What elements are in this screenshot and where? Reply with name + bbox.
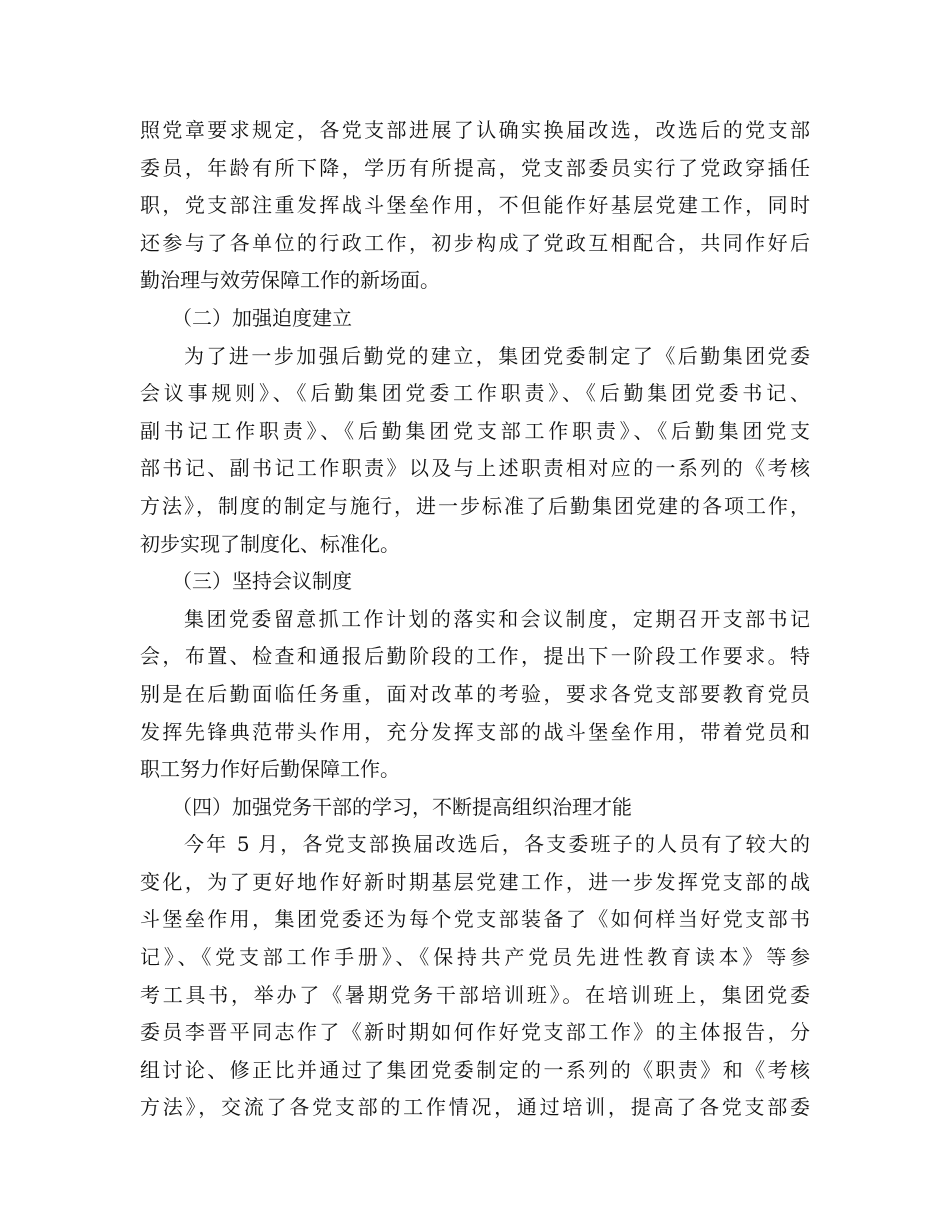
paragraph-line: 会议事规则》、《后勤集团党委工作职责》、《后勤集团党委书记、: [140, 381, 810, 406]
paragraph-line: 职工努力作好后勤保障工作。: [140, 757, 400, 782]
paragraph-line: 记》、《党支部工作手册》、《保持共产党员先进性教育读本》等参: [140, 945, 810, 970]
paragraph-line: 别是在后勤面临任务重，面对改革的考验，要求各党支部要教育党员: [140, 681, 810, 706]
paragraph-line: 职，党支部注重发挥战斗堡垒作用，不但能作好基层党建工作，同时: [140, 193, 810, 218]
paragraph-line: 变化，为了更好地作好新时期基层党建工作，进一步发挥党支部的战: [140, 869, 810, 894]
paragraph-line: 今年 5 月，各党支部换届改选后，各支委班子的人员有了较大的: [184, 832, 810, 857]
paragraph-line: 发挥先锋典范带头作用，充分发挥支部的战斗堡垒作用，带着党员和: [140, 719, 810, 744]
paragraph-line: 初步实现了制度化、标准化。: [140, 531, 400, 556]
paragraph-line: 部书记、副书记工作职责》以及与上述职责相对应的一系列的《考核: [140, 456, 810, 481]
section-heading: （三）坚持会议制度: [172, 569, 352, 594]
paragraph-line: 委员李晋平同志作了《新时期如何作好党支部工作》的主体报告，分: [140, 1020, 810, 1045]
paragraph-line: 勤治理与效劳保障工作的新场面。: [140, 268, 440, 293]
paragraph-line: 为了进一步加强后勤党的建立，集团党委制定了《后勤集团党委: [184, 343, 810, 368]
paragraph-line: 还参与了各单位的行政工作，初步构成了党政互相配合，共同作好后: [140, 230, 810, 255]
section-heading: （四）加强党务干部的学习，不断提高组织治理才能: [172, 794, 632, 819]
document-body: [140, 112, 810, 1127]
paragraph-line: 方法》，交流了各党支部的工作情况，通过培训，提高了各党支部委: [140, 1095, 810, 1120]
paragraph-line: 会，布置、检查和通报后勤阶段的工作，提出下一阶段工作要求。特: [140, 644, 810, 669]
section-heading: （二）加强迫度建立: [172, 305, 352, 330]
paragraph-line: 组讨论、修正比并通过了集团党委制定的一系列的《职责》和《考核: [140, 1057, 810, 1082]
paragraph-line: 照党章要求规定，各党支部进展了认确实换届改选，改选后的党支部: [140, 118, 810, 142]
paragraph-line: 方法》，制度的制定与施行，进一步标准了后勤集团党建的各项工作，: [140, 493, 810, 518]
paragraph-line: 斗堡垒作用，集团党委还为每个党支部装备了《如何样当好党支部书: [140, 907, 810, 932]
paragraph-line: 考工具书，举办了《暑期党务干部培训班》。在培训班上，集团党委: [140, 982, 810, 1007]
paragraph-line: 委员，年龄有所下降，学历有所提高，党支部委员实行了党政穿插任: [140, 155, 810, 180]
paragraph-line: 副书记工作职责》、《后勤集团党支部工作职责》、《后勤集团党支: [140, 418, 810, 443]
paragraph-line: 集团党委留意抓工作计划的落实和会议制度，定期召开支部书记: [184, 606, 810, 631]
